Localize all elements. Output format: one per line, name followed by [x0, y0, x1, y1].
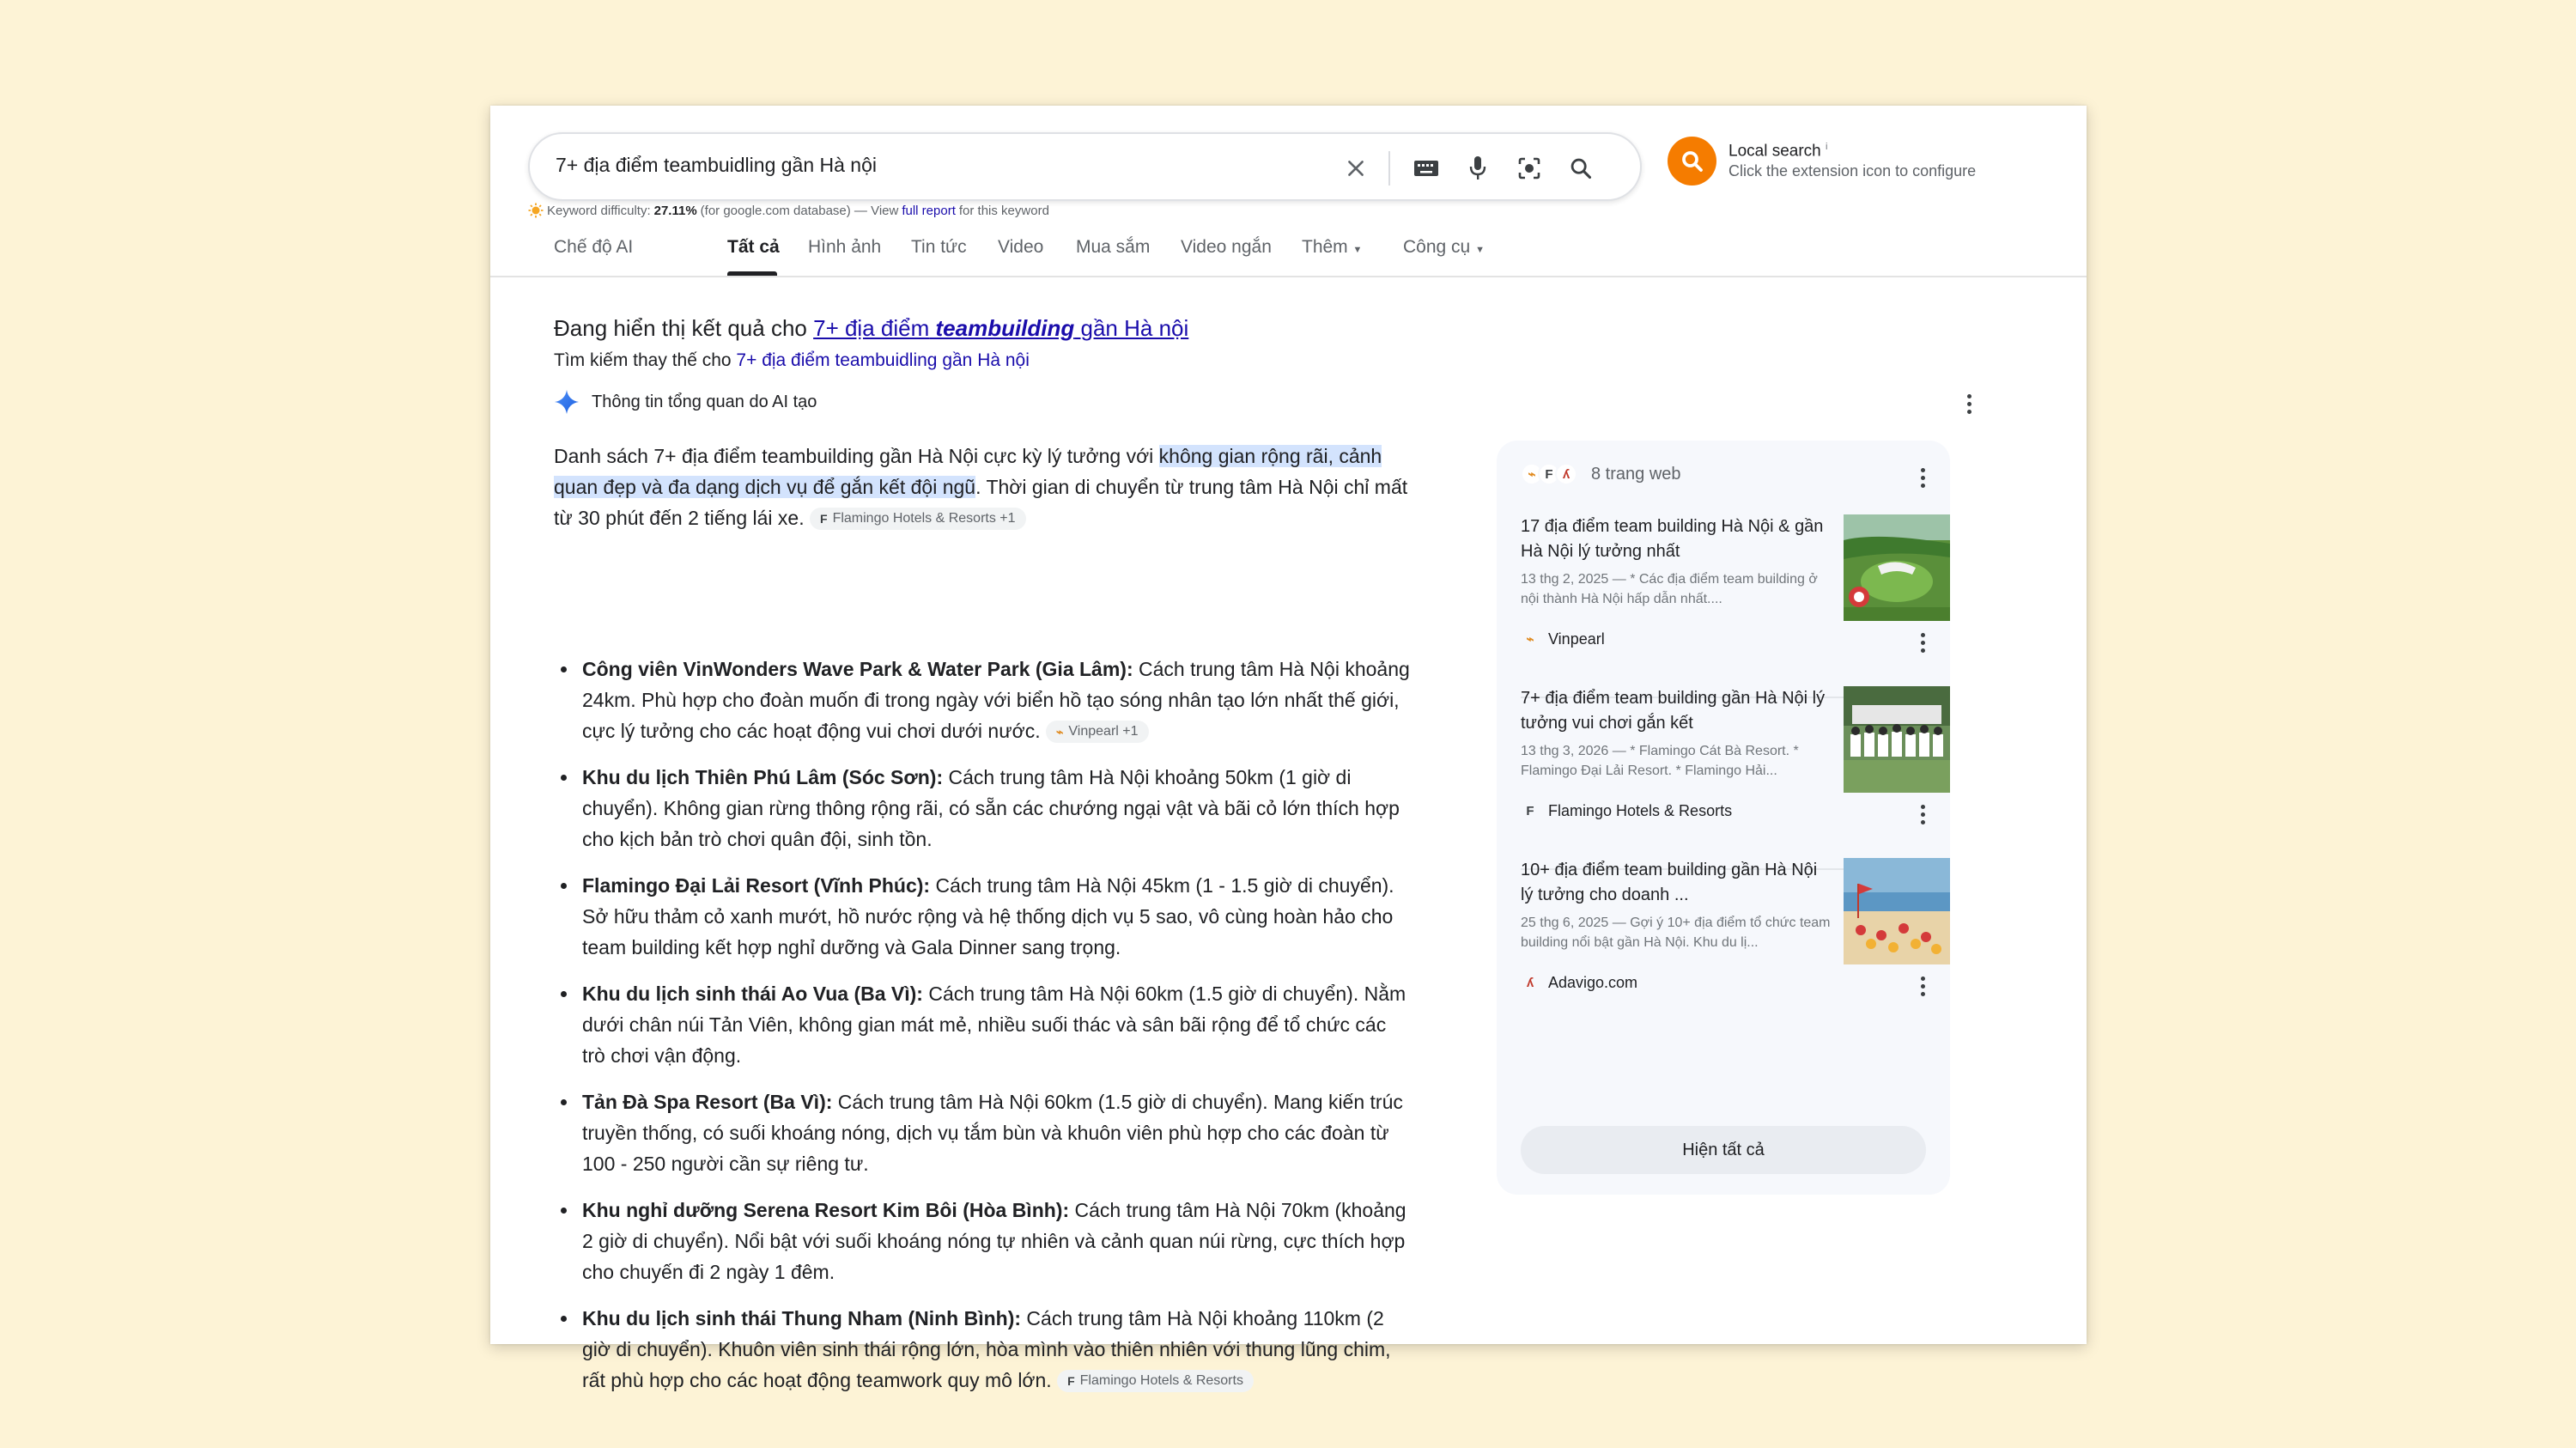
intro-text: Danh sách 7+ địa điểm teambuilding gần Hà Nội cực kỳ lý tưởng với: [554, 445, 1154, 467]
place-name: Tản Đà Spa Resort (Ba Vì):: [582, 1091, 833, 1113]
search-header: [490, 106, 2087, 277]
tab-tools[interactable]: [1403, 237, 1485, 258]
tab-shopping[interactable]: Mua sắm: [1076, 237, 1151, 257]
adavigo-logo-icon: ʎ: [1526, 975, 1534, 990]
group-photo-image: [1844, 686, 1950, 793]
flamingo-logo-icon: F: [1526, 803, 1534, 818]
ai-overview-intro: [554, 441, 1413, 533]
sources-header[interactable]: [1521, 463, 1681, 485]
place-description: Cách trung tâm Hà Nội 70km (khoảng 2 giờ di chuyển). Nổi bật với suối khoáng nóng tự nhiên và cảnh quan núi rừng, cực thích hợp cho chuyến đi 2 ngày 1 đêm.: [582, 1199, 1406, 1283]
tab-news[interactable]: Tin tức: [911, 237, 967, 257]
list-item: [554, 654, 1413, 746]
local-search-extension-button[interactable]: [1668, 137, 1716, 186]
tab-ai-mode[interactable]: Chế độ AI: [554, 237, 634, 257]
source-card-snippet: 13 thg 2, 2025 — * Các địa điểm team building ở nội thành Hà Nội hấp dẫn nhất....: [1521, 572, 1818, 606]
intro-highlight: không gian rộng rãi, cảnh quan đẹp và đa dạng dịch vụ để gắn kết đội ngũ: [554, 445, 1382, 498]
clear-icon[interactable]: [1337, 149, 1375, 187]
more-options-icon[interactable]: [1914, 468, 1931, 488]
source-card-title[interactable]: 7+ địa điểm team building gần Hà Nội lý tưởng vui chơi gắn kết: [1521, 689, 1826, 733]
source-card-title[interactable]: 10+ địa điểm team building gần Hà Nội lý tưởng cho doanh ...: [1521, 861, 1818, 904]
tab-tools-label: Công cụ: [1403, 237, 1471, 257]
corrected-query-part: gần Hà nội: [1080, 315, 1189, 341]
flamingo-logo-icon: F: [820, 512, 828, 526]
source-chip-label: Vinpearl +1: [1068, 724, 1139, 739]
source-card-site: [1521, 801, 1732, 820]
keyword-difficulty-note: (for google.com database) — View: [700, 203, 899, 218]
keyword-difficulty-bar: [528, 203, 1049, 218]
chevron-down-icon: ▼: [1352, 245, 1363, 255]
place-name: Khu du lịch sinh thái Thung Nham (Ninh Bình):: [582, 1307, 1022, 1329]
tab-more-label: Thêm: [1302, 237, 1348, 257]
extension-subtitle: Click the extension icon to configure: [1728, 162, 1977, 179]
tab-all[interactable]: Tất cả: [727, 237, 780, 257]
source-card-site-name: Adavigo.com: [1548, 973, 1638, 991]
showing-prefix: Đang hiển thị kết quả cho: [554, 315, 807, 341]
list-item: [554, 870, 1413, 963]
extension-title-text: Local search: [1728, 142, 1821, 161]
source-thumbnail[interactable]: [1844, 858, 1950, 964]
keyboard-icon[interactable]: [1407, 149, 1445, 187]
sources-count: 8 trang web: [1591, 464, 1681, 484]
vinpearl-logo-icon: ⌁: [1521, 463, 1543, 485]
place-description: Cách trung tâm Hà Nội khoảng 24km. Phù hợp cho đoàn muốn đi trong ngày với biển hồ tạo sóng nhân tạo lớn nhất thế giới, cực lý tưởng cho các hoạt động vui chơi dưới nước.: [582, 658, 1410, 742]
show-all-button[interactable]: Hiện tất cả: [1521, 1126, 1926, 1174]
ai-sparkle-icon: [554, 389, 580, 415]
adavigo-logo-icon: ʎ: [1555, 463, 1577, 485]
source-chip[interactable]: [1057, 1370, 1254, 1392]
more-options-icon[interactable]: [1960, 394, 1978, 414]
sources-panel: [1497, 441, 1950, 1195]
flamingo-logo-icon: F: [1067, 1374, 1075, 1388]
vinpearl-logo-icon: ⌁: [1055, 725, 1064, 739]
place-name: Khu du lịch sinh thái Ao Vua (Ba Vì):: [582, 983, 923, 1005]
place-name: Công viên VinWonders Wave Park & Water Park (Gia Lâm):: [582, 658, 1133, 680]
vinpearl-logo-icon: ⌁: [1526, 632, 1534, 647]
source-thumbnail[interactable]: [1844, 514, 1950, 621]
more-options-icon[interactable]: [1914, 805, 1931, 824]
info-icon[interactable]: i: [1826, 142, 1828, 152]
corrected-query-link[interactable]: [813, 315, 1188, 341]
ai-overview-title: Thông tin tổng quan do AI tạo: [592, 392, 817, 411]
list-item: [554, 1303, 1413, 1396]
search-icon[interactable]: [1562, 149, 1600, 187]
place-name: Flamingo Đại Lải Resort (Vĩnh Phúc):: [582, 874, 931, 897]
list-item: [554, 1195, 1413, 1287]
search-divider: [1388, 151, 1390, 186]
places-list: [554, 654, 1413, 1411]
list-item: [554, 762, 1413, 855]
tab-more[interactable]: [1302, 237, 1362, 258]
source-card[interactable]: [1521, 858, 1950, 1030]
more-options-icon[interactable]: [1914, 633, 1931, 653]
more-options-icon[interactable]: [1914, 976, 1931, 996]
place-description: Cách trung tâm Hà Nội 60km (1.5 giờ di chuyển). Nằm dưới chân núi Tản Viên, không gian mát mẻ, nhiều suối thác và sân bãi rộng để tổ chức các trò chơi vận động.: [582, 983, 1406, 1067]
extension-title: [1728, 142, 1827, 161]
search-instead-for: [554, 350, 1030, 371]
source-card-site-name: Flamingo Hotels & Resorts: [1548, 801, 1733, 819]
search-icon: [1680, 149, 1705, 174]
active-tab-indicator: [727, 271, 777, 276]
search-box[interactable]: [528, 132, 1642, 201]
keyword-difficulty-suffix: for this keyword: [958, 203, 1049, 218]
source-thumbnail[interactable]: [1844, 686, 1950, 793]
place-name: Khu nghỉ dưỡng Serena Resort Kim Bôi (Hòa Bình):: [582, 1199, 1070, 1221]
place-description: Cách trung tâm Hà Nội 45km (1 - 1.5 giờ di chuyển). Sở hữu thảm cỏ xanh mướt, hồ nước rộng và hệ thống dịch vụ 5 sao, vô cùng hoàn hảo cho team building kết hợp nghỉ dưỡng và Gala Dinner sang trọng.: [582, 874, 1394, 958]
search-input[interactable]: 7+ địa điểm teambuidling gần Hà nội: [556, 154, 877, 176]
list-item: [554, 978, 1413, 1071]
microphone-icon[interactable]: [1459, 149, 1497, 187]
keyword-difficulty-value: 27.11%: [653, 203, 697, 218]
keyword-difficulty-label: Keyword difficulty:: [547, 203, 651, 218]
ai-overview-header: [554, 389, 817, 415]
source-card-snippet: 25 thg 6, 2025 — Gợi ý 10+ địa điểm tổ chức team building nổi bật gần Hà Nội. Khu du lị...: [1521, 916, 1831, 950]
source-chip-label: Flamingo Hotels & Resorts +1: [832, 511, 1016, 526]
source-card-site: [1521, 973, 1637, 992]
original-query-link[interactable]: 7+ địa điểm teambuidling gần Hà nội: [736, 350, 1030, 370]
place-description: Cách trung tâm Hà Nội 60km (1.5 giờ di chuyển). Mang kiến trúc truyền thống, có suối khoáng nóng, dịch vụ tắm bùn và khuôn viên phù hợp cho các đoàn từ 100 - 250 người cần sự riêng tư.: [582, 1091, 1403, 1175]
tab-videos[interactable]: Video: [998, 237, 1044, 257]
place-name: Khu du lịch Thiên Phú Lâm (Sóc Sơn):: [582, 766, 944, 788]
tab-short-videos[interactable]: Video ngắn: [1181, 237, 1272, 257]
list-item: [554, 1086, 1413, 1179]
tab-images[interactable]: Hình ảnh: [808, 237, 882, 257]
full-report-link[interactable]: full report: [902, 203, 956, 218]
source-favicons: [1521, 463, 1572, 485]
source-chip[interactable]: [1046, 721, 1149, 743]
chevron-down-icon: ▼: [1475, 245, 1485, 255]
flamingo-logo-icon: F: [1538, 463, 1560, 485]
beach-event-image: [1844, 858, 1950, 964]
source-card[interactable]: [1521, 686, 1950, 858]
source-chip-label: Flamingo Hotels & Resorts: [1079, 1373, 1243, 1388]
instead-prefix: Tìm kiếm thay thế cho: [554, 350, 732, 370]
sun-icon: [528, 203, 544, 218]
corrected-query-part: 7+ địa điểm: [813, 315, 930, 341]
intro-text: . Thời gian di chuyển từ trung tâm Hà Nội chỉ mất từ 30 phút đến 2 tiếng lái xe.: [554, 476, 1408, 529]
source-card[interactable]: [1521, 514, 1950, 686]
source-card-site: [1521, 630, 1605, 648]
source-card-title[interactable]: 17 địa điểm team building Hà Nội & gần Hà Nội lý tưởng nhất: [1521, 517, 1824, 561]
source-card-site-name: Vinpearl: [1548, 630, 1605, 648]
place-description: Cách trung tâm Hà Nội khoảng 50km (1 giờ di chuyển). Không gian rừng thông rộng rãi, có sẵn các chướng ngại vật và bãi cỏ lớn thích hợp cho kịch bản trò chơi quân đội, sinh tồn.: [582, 766, 1400, 850]
lens-icon[interactable]: [1510, 149, 1548, 187]
corrected-query-keyword: teambuilding: [935, 315, 1075, 341]
source-card-snippet: 13 thg 3, 2026 — * Flamingo Cát Bà Resort. * Flamingo Đại Lải Resort. * Flamingo Hải...: [1521, 744, 1799, 778]
showing-results-for: [554, 315, 1188, 342]
park-aerial-image: [1844, 514, 1950, 621]
browser-window: [490, 106, 2087, 1391]
source-chip[interactable]: [810, 508, 1026, 530]
place-description: Cách trung tâm Hà Nội khoảng 110km (2 giờ di chuyển). Khuôn viên sinh thái rộng lớn, hòa mình vào thiên nhiên với thung lũng chim, rất phù hợp cho các hoạt động teamwork quy mô lớn.: [582, 1307, 1391, 1391]
